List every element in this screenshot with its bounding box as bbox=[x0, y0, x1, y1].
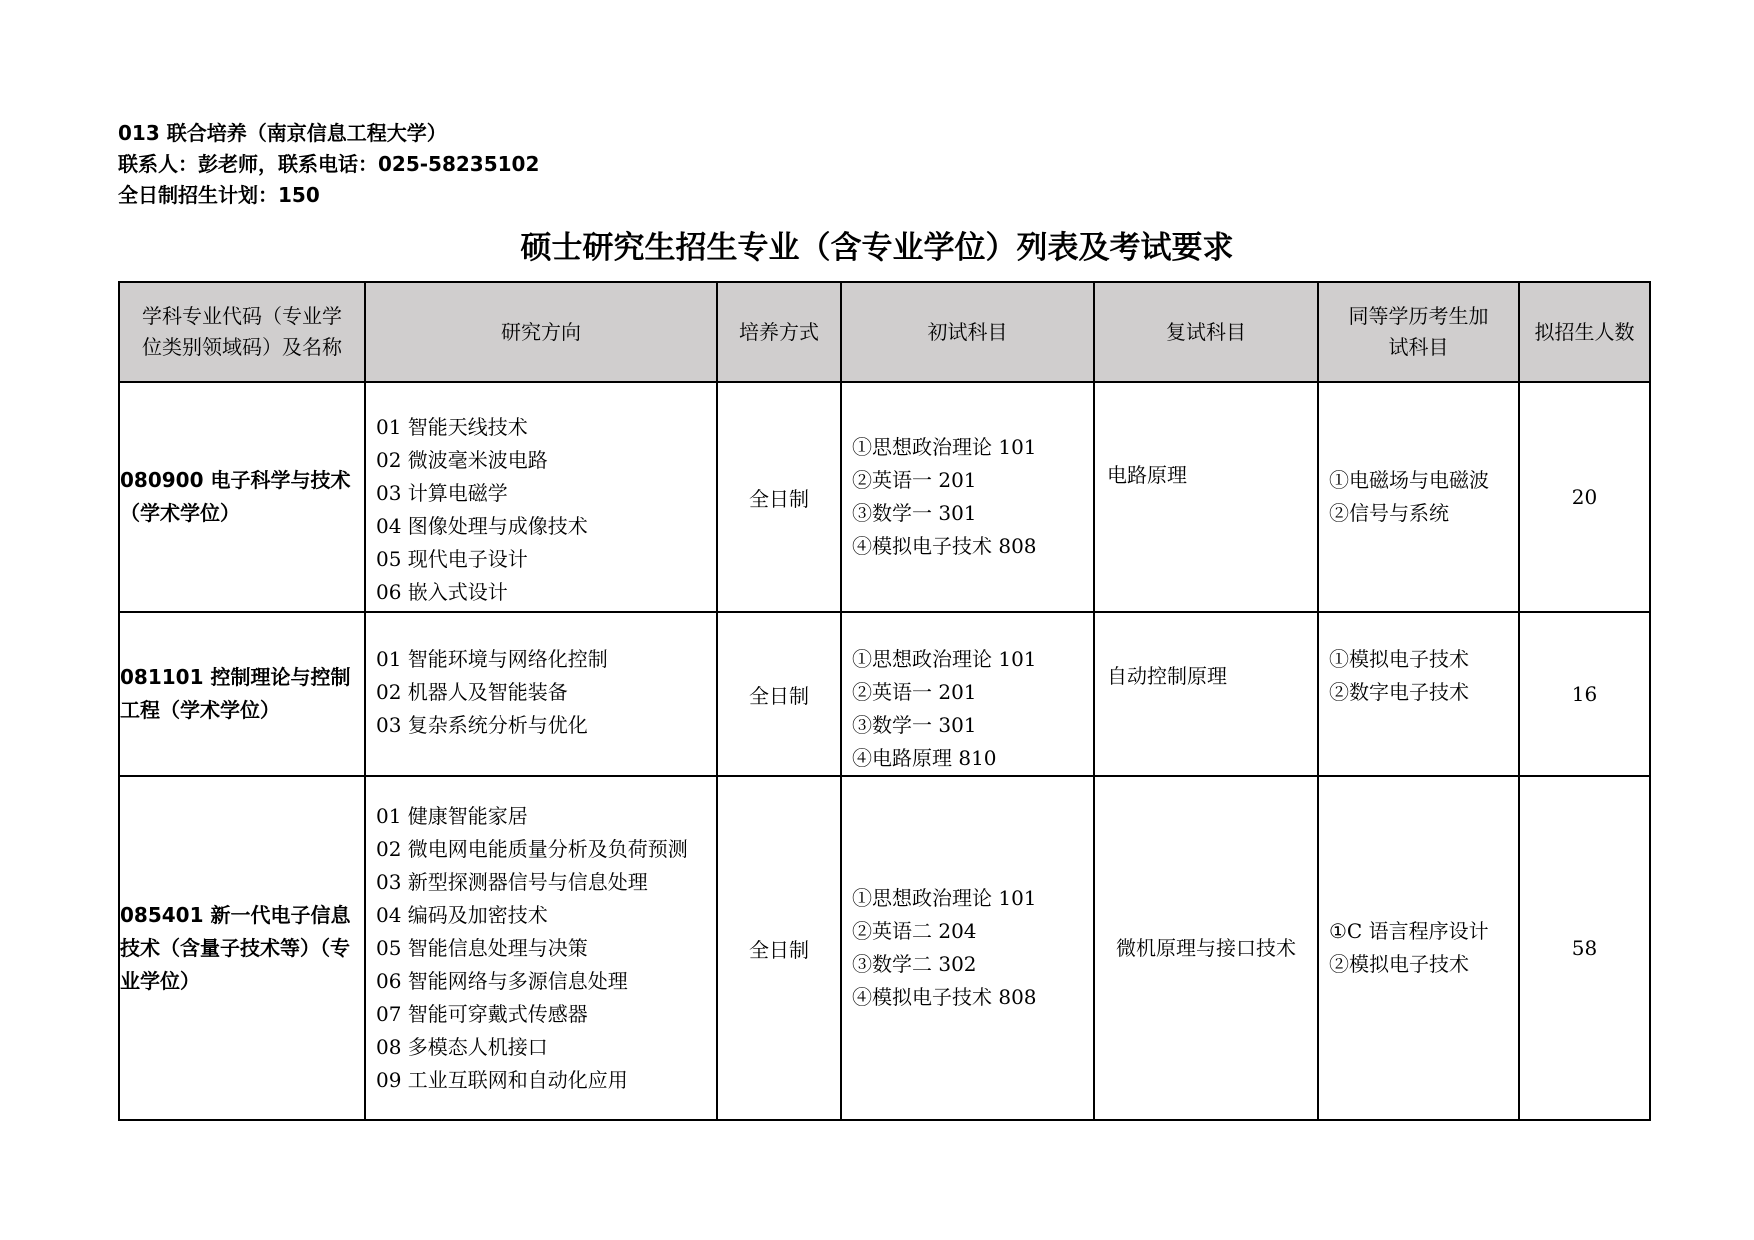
extra-item: ①C 语言程序设计 bbox=[1329, 919, 1489, 943]
exam-item: ①思想政治理论 101 bbox=[852, 647, 1037, 671]
program-code-name: 085401 新一代电子信息技术（含量子技术等）（专业学位） bbox=[119, 776, 365, 1120]
direction-item: 06 智能网络与多源信息处理 bbox=[376, 968, 628, 993]
extra-item: ②模拟电子技术 bbox=[1329, 952, 1469, 976]
study-mode: 全日制 bbox=[717, 776, 841, 1120]
extra-subjects bbox=[1318, 612, 1519, 776]
contact-line: 联系人：彭老师，联系电话：025-58235102 bbox=[118, 152, 540, 176]
exam-item: ③数学一 301 bbox=[852, 501, 977, 525]
table-header-row bbox=[119, 282, 1650, 382]
header-info bbox=[118, 118, 539, 211]
col-header-mode: 培养方式 bbox=[717, 282, 841, 382]
col-header-retest: 复试科目 bbox=[1094, 282, 1318, 382]
direction-item: 01 智能环境与网络化控制 bbox=[376, 647, 608, 671]
enrollment-quota: 58 bbox=[1519, 776, 1650, 1120]
exam-item: ④模拟电子技术 808 bbox=[852, 985, 1037, 1009]
program-table bbox=[118, 281, 1651, 1121]
exam-item: ③数学一 301 bbox=[852, 713, 977, 737]
direction-item: 08 多模态人机接口 bbox=[376, 1034, 548, 1059]
direction-item: 05 现代电子设计 bbox=[376, 547, 528, 571]
program-code-name: 080900 电子科学与技术（学术学位） bbox=[119, 382, 365, 612]
retest-subject: 电路原理 bbox=[1094, 382, 1318, 612]
exam-item: ①思想政治理论 101 bbox=[852, 886, 1037, 910]
enrollment-plan-line: 全日制招生计划：150 bbox=[118, 183, 320, 207]
direction-item: 03 计算电磁学 bbox=[376, 481, 508, 505]
retest-subject: 自动控制原理 bbox=[1094, 612, 1318, 776]
direction-item: 02 微波毫米波电路 bbox=[376, 448, 548, 472]
direction-item: 02 机器人及智能装备 bbox=[376, 680, 568, 704]
exam-item: ②英语二 204 bbox=[852, 919, 977, 943]
col-header-direction: 研究方向 bbox=[365, 282, 717, 382]
table-row bbox=[119, 776, 1650, 1120]
research-directions bbox=[365, 776, 717, 1120]
direction-item: 05 智能信息处理与决策 bbox=[376, 935, 588, 960]
extra-item: ②信号与系统 bbox=[1329, 501, 1449, 525]
research-directions bbox=[365, 382, 717, 612]
enrollment-quota: 20 bbox=[1519, 382, 1650, 612]
extra-subjects bbox=[1318, 382, 1519, 612]
direction-item: 03 复杂系统分析与优化 bbox=[376, 713, 588, 737]
table-row bbox=[119, 612, 1650, 776]
direction-item: 07 智能可穿戴式传感器 bbox=[376, 1001, 588, 1026]
enrollment-quota: 16 bbox=[1519, 612, 1650, 776]
exam-subjects bbox=[841, 612, 1094, 776]
table-row bbox=[119, 382, 1650, 612]
study-mode: 全日制 bbox=[717, 382, 841, 612]
program-code-name: 081101 控制理论与控制工程（学术学位） bbox=[119, 612, 365, 776]
extra-item: ①模拟电子技术 bbox=[1329, 647, 1469, 671]
document-title: 硕士研究生招生专业（含专业学位）列表及考试要求 bbox=[520, 230, 1234, 266]
col-header-extra: 同等学历考生加试科目 bbox=[1318, 282, 1519, 382]
department-line: 013 联合培养（南京信息工程大学） bbox=[118, 121, 447, 145]
research-directions bbox=[365, 612, 717, 776]
extra-item: ①电磁场与电磁波 bbox=[1329, 468, 1489, 492]
retest-subject: 微机原理与接口技术 bbox=[1094, 776, 1318, 1120]
study-mode: 全日制 bbox=[717, 612, 841, 776]
exam-subjects bbox=[841, 382, 1094, 612]
direction-item: 01 智能天线技术 bbox=[376, 415, 528, 439]
direction-item: 02 微电网电能质量分析及负荷预测 bbox=[376, 836, 688, 861]
direction-item: 04 图像处理与成像技术 bbox=[376, 514, 588, 538]
exam-item: ②英语一 201 bbox=[852, 468, 977, 492]
extra-item: ②数字电子技术 bbox=[1329, 680, 1469, 704]
direction-item: 01 健康智能家居 bbox=[376, 803, 528, 828]
exam-item: ②英语一 201 bbox=[852, 680, 977, 704]
direction-item: 03 新型探测器信号与信息处理 bbox=[376, 869, 648, 894]
exam-item: ③数学二 302 bbox=[852, 952, 977, 976]
col-header-code: 学科专业代码（专业学位类别领域码）及名称 bbox=[119, 282, 365, 382]
extra-subjects bbox=[1318, 776, 1519, 1120]
direction-item: 09 工业互联网和自动化应用 bbox=[376, 1067, 628, 1092]
direction-item: 04 编码及加密技术 bbox=[376, 902, 548, 927]
direction-item: 06 嵌入式设计 bbox=[376, 580, 508, 604]
exam-item: ①思想政治理论 101 bbox=[852, 435, 1037, 459]
col-header-quota: 拟招生人数 bbox=[1519, 282, 1650, 382]
exam-item: ④电路原理 810 bbox=[852, 746, 997, 770]
col-header-exam: 初试科目 bbox=[841, 282, 1094, 382]
exam-item: ④模拟电子技术 808 bbox=[852, 534, 1037, 558]
exam-subjects bbox=[841, 776, 1094, 1120]
